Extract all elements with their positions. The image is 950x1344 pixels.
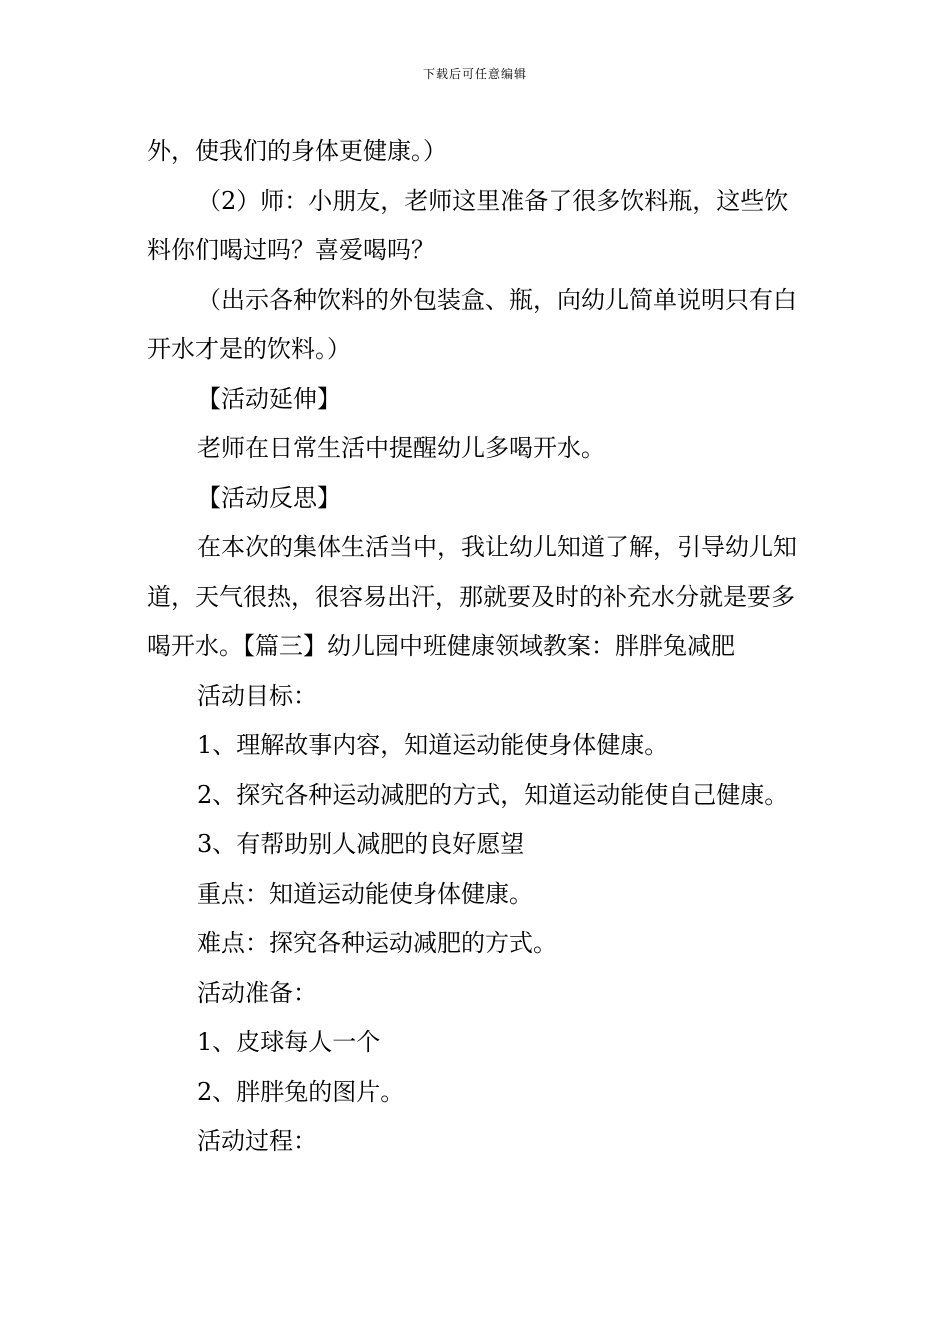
section-heading-reflection: 【活动反思】 bbox=[197, 483, 341, 512]
document-body bbox=[147, 127, 807, 1167]
section-heading-extension: 【活动延伸】 bbox=[197, 384, 341, 413]
preparation-item-2: 2、胖胖兔的图片。 bbox=[197, 1077, 405, 1106]
heading-activity-goals: 活动目标： bbox=[197, 681, 317, 710]
goal-item-1: 1、理解故事内容，知道运动能使身体健康。 bbox=[197, 731, 669, 759]
paragraph-show-drinks: （出示各种饮料的外包装盒、瓶，向幼儿简单说明只有白开水才是的饮料。） bbox=[147, 285, 797, 363]
key-point: 重点：知道运动能使身体健康。 bbox=[197, 879, 533, 908]
heading-activity-preparation: 活动准备： bbox=[197, 978, 317, 1007]
paragraph-teacher-question: （2）师：小朋友，老师这里准备了很多饮料瓶，这些饮料你们喝过吗？喜爱喝吗？ bbox=[147, 186, 789, 264]
difficult-point: 难点：探究各种运动减肥的方式。 bbox=[197, 929, 557, 957]
goal-item-3: 3、有帮助别人减肥的良好愿望 bbox=[197, 830, 525, 858]
paragraph-extension: 老师在日常生活中提醒幼儿多喝开水。 bbox=[197, 434, 605, 462]
goal-item-2: 2、探究各种运动减肥的方式，知道运动能使自己健康。 bbox=[197, 780, 789, 809]
paragraph-continuation: 外，使我们的身体更健康。） bbox=[147, 137, 447, 165]
page-header: 下载后可任意编辑 bbox=[422, 67, 527, 81]
paragraph-reflection: 在本次的集体生活当中，我让幼儿知道了解，引导幼儿知道，天气很热，很容易出汗，那就要及时的补充水分就是要多喝开水。【篇三】幼儿园中班健康领域教案：胖胖兔减肥 bbox=[147, 533, 797, 660]
preparation-item-1: 1、皮球每人一个 bbox=[197, 1028, 381, 1056]
heading-activity-process: 活动过程： bbox=[197, 1127, 317, 1155]
